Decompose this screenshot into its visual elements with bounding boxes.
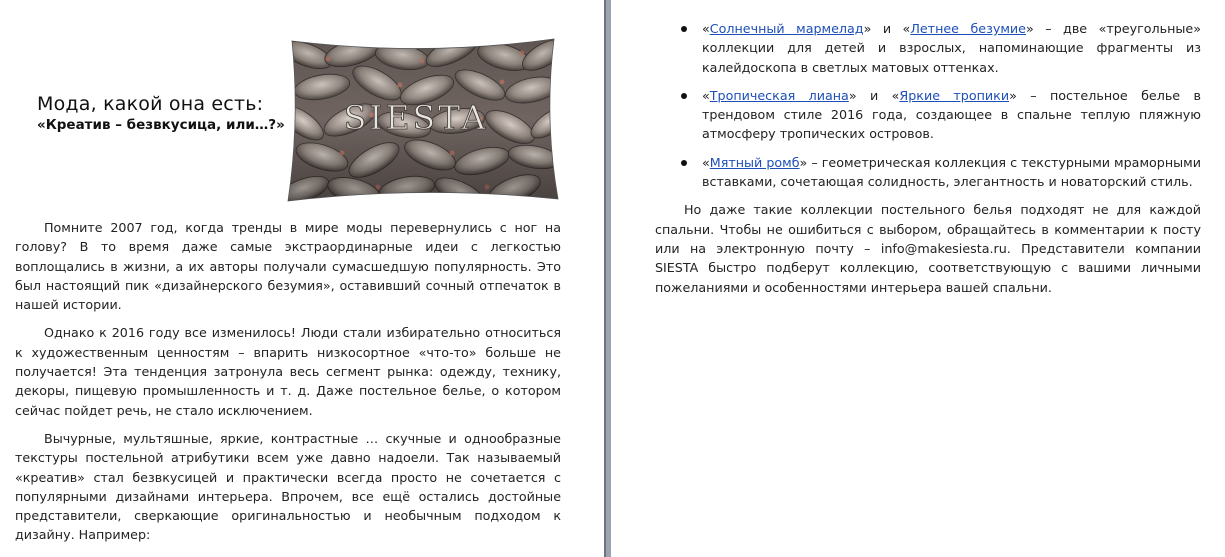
bullet-icon	[681, 26, 687, 32]
left-body-text	[15, 218, 561, 554]
quote-open: «	[702, 21, 710, 36]
collection-list	[655, 19, 1201, 191]
item-description: » – две «треугольные» коллекции для детей и взрослых, напоминающие фрагменты из калейдоскопа в светлых матовых оттенках.	[702, 21, 1201, 75]
pillow-image	[282, 35, 564, 203]
document-page-right	[611, 0, 1225, 557]
connector-text: » и «	[848, 87, 900, 103]
link-tropicheskaya-liana[interactable]: Тропическая лиана	[709, 87, 849, 103]
list-item	[655, 19, 1201, 77]
link-yarkie-tropiki[interactable]: Яркие тропики	[899, 87, 1010, 103]
title-line-1: Мода, какой она есть:	[37, 93, 264, 115]
quote-open: «	[702, 87, 710, 103]
connector-text: » и «	[863, 21, 911, 36]
paragraph-1: Помните 2007 год, когда тренды в мире моды перевернулись с ног на голову? В то время даже самые экстраординарные идеи с легкостью воплощались в жизни, а их авторы получали сумасшедшую популярность. Это был настоящий пик «дизайнерского безумия», оставивший сочный отпечаток в нашей истории.	[15, 220, 561, 313]
bullet-icon	[681, 93, 687, 99]
list-item	[655, 153, 1201, 192]
title-line-2: «Креатив – безвкусица, или…?»	[37, 117, 285, 133]
link-letnee-bezumie[interactable]: Летнее безумие	[910, 21, 1026, 36]
item-description: » – постельное белье в трендовом стиле 2016 года, создающее в спальне теплую пляжную атмосферу тропических островов.	[702, 87, 1201, 142]
link-solnechny-marmelad[interactable]: Солнечный мармелад	[709, 21, 864, 36]
siesta-logo-text: SIESTA	[343, 98, 489, 137]
paragraph-2: Однако к 2016 году все изменилось! Люди стали избирательно относиться к художественным ценностям – впарить низкосортное «что-то» больше не получается! Эта тенденция затронула весь сегмент рынка: одежду, технику, декоры, пищевую промышленность и т. д. Даже постельное белье, о котором сейчас пойдет речь, не стало исключением.	[15, 325, 561, 418]
document-page-left	[0, 0, 604, 557]
list-item	[655, 86, 1201, 144]
right-body-text	[655, 19, 1201, 297]
bullet-icon	[681, 160, 687, 166]
article-title	[37, 93, 297, 133]
page-divider	[604, 0, 611, 557]
item-description: » – геометрическая коллекция с текстурными мраморными вставками, сочетающая солидность, элегантность и новаторский стиль.	[702, 154, 1201, 190]
closing-paragraph: Но даже такие коллекции постельного белья подходят не для каждой спальни. Чтобы не ошибиться с выбором, обращайтесь в комментарии к посту или на электронную почту – info@makesiesta.ru. Представители компании SIESTA быстро подберут коллекцию, соответствующую с вашими личными пожеланиями и особенностями интерьера вашей спальни.	[655, 202, 1201, 295]
quote-open: «	[702, 154, 710, 170]
paragraph-3: Вычурные, мультяшные, яркие, контрастные … скучные и однообразные текстуры постельной атрибутики всем уже давно надоели. Так называемый «креатив» стал безвкусицей и практически всегда просто не сочетается с популярными дизайнами интерьера. Впрочем, все ещё остались достойные представители, сверкающие оригинальностью и необычным подходом к дизайну. Например:	[15, 430, 561, 543]
link-myatny-romb[interactable]: Мятный ромб	[709, 154, 800, 170]
